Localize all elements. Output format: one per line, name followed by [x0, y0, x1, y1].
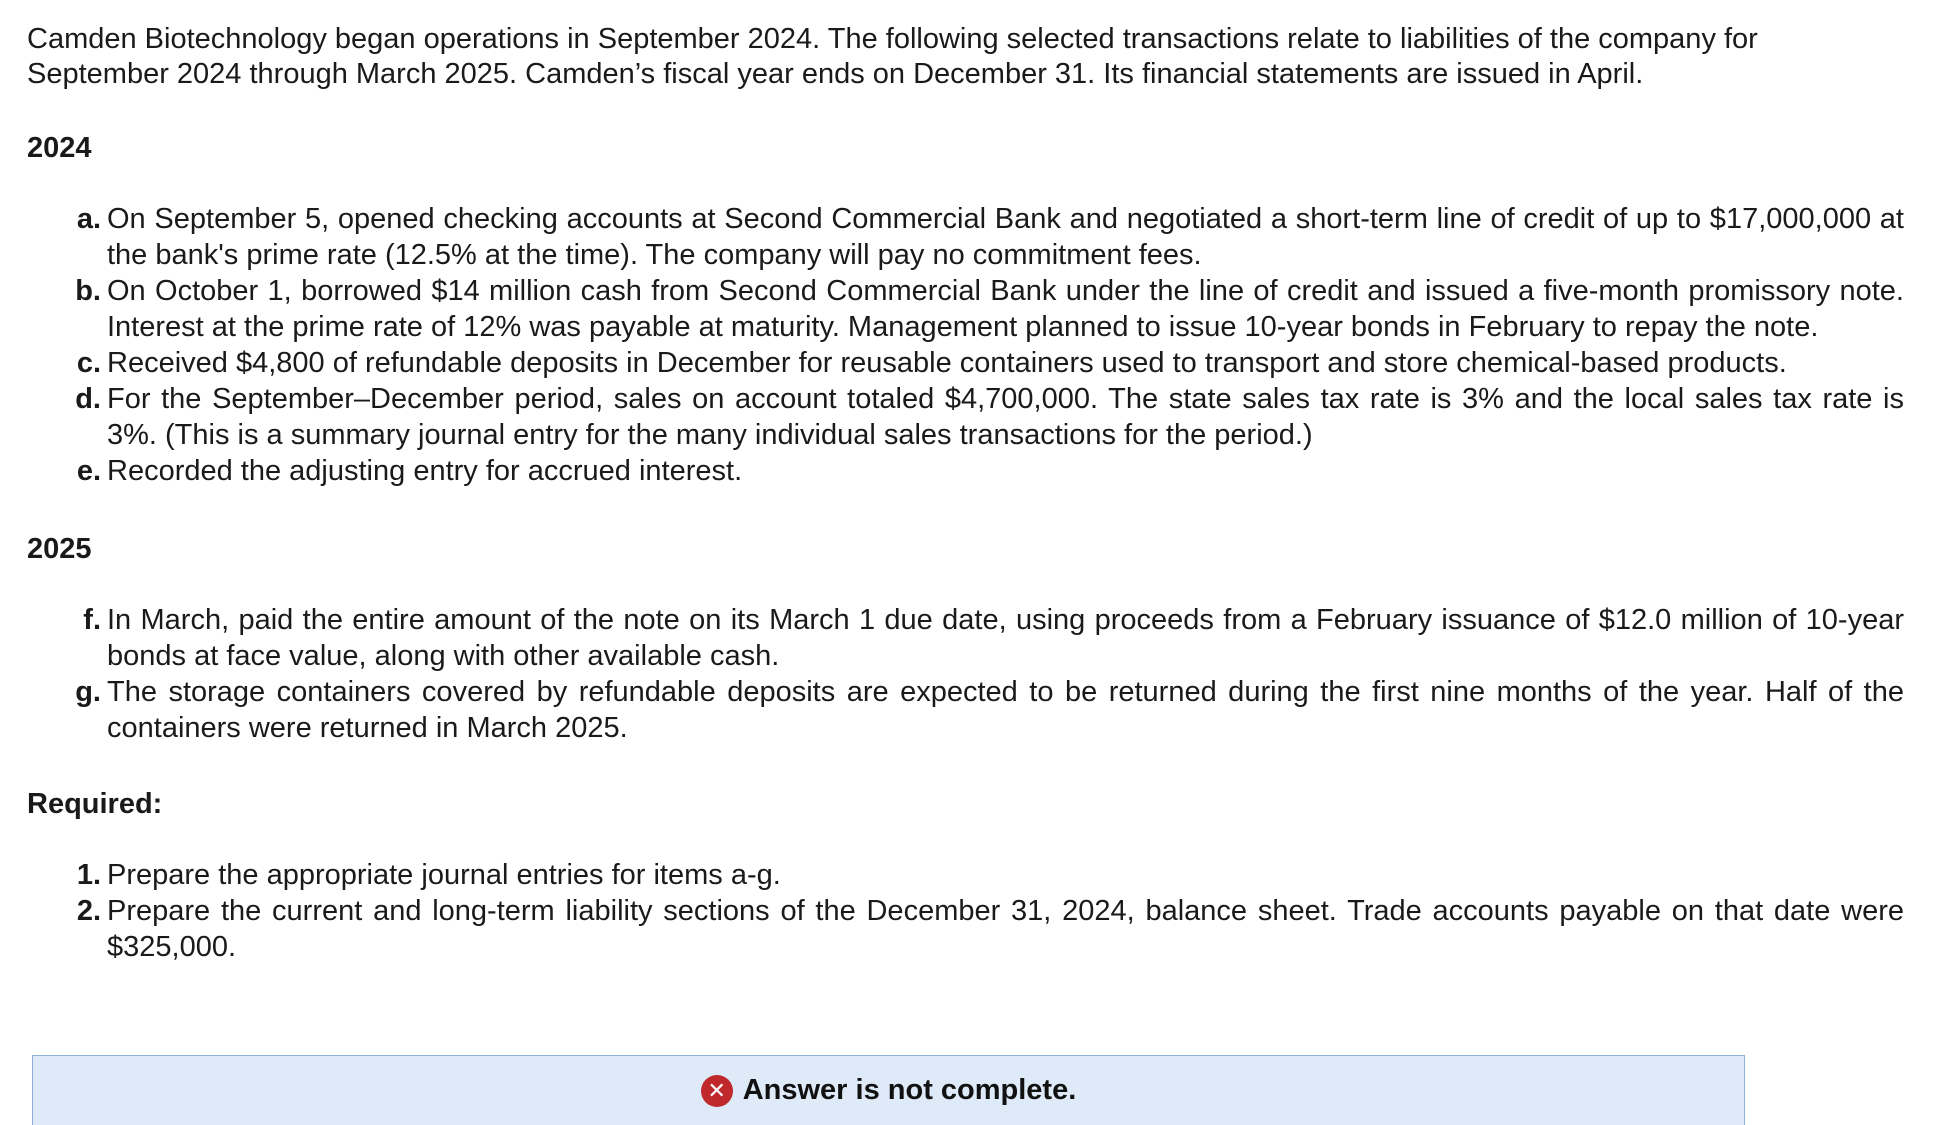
- item-text: In March, paid the entire amount of the note on its March 1 due date, using proceeds from a February issuance of $12.0 million of 10-year bonds at face value, along with other available cash.: [107, 604, 1904, 672]
- item-text: Prepare the current and long-term liability sections of the December 31, 2024, balance sheet. Trade accounts payable on that date were $325,000.: [107, 895, 1904, 963]
- item-marker: e.: [76, 455, 101, 487]
- list-item: [76, 893, 1904, 965]
- transactions-2024-list: [27, 201, 1904, 489]
- item-text: For the September–December period, sales on account totaled $4,700,000. The state sales tax rate is 3% and the local sales tax rate is 3%. (This is a summary journal entry for the many individual sales transactions for the period.): [107, 383, 1904, 451]
- year-2024-heading: 2024: [27, 132, 92, 164]
- list-item: [76, 453, 1904, 489]
- transactions-2025-list: [27, 602, 1904, 746]
- answer-status-banner: [32, 1055, 1745, 1125]
- required-list: [27, 857, 1904, 965]
- item-text: On September 5, opened checking accounts at Second Commercial Bank and negotiated a short-term line of credit of up to $17,000,000 at the bank's prime rate (12.5% at the time). The company will pay no commitment fees.: [107, 203, 1904, 271]
- list-item: [75, 273, 1904, 345]
- item-marker: g.: [75, 676, 101, 708]
- item-text: Prepare the appropriate journal entries for items a-g.: [107, 859, 781, 891]
- required-heading: Required:: [27, 788, 163, 820]
- list-item: [76, 345, 1904, 381]
- item-marker: b.: [75, 275, 101, 307]
- item-marker: 2.: [76, 895, 101, 927]
- answer-status-text: Answer is not complete.: [742, 1074, 1077, 1106]
- list-item: [83, 602, 1904, 674]
- year-2025-heading: 2025: [27, 533, 92, 565]
- list-item: [75, 674, 1904, 746]
- list-item: [76, 201, 1904, 273]
- item-marker: f.: [83, 604, 101, 636]
- item-marker: d.: [75, 383, 101, 415]
- item-marker: c.: [76, 347, 101, 379]
- list-item: [75, 381, 1904, 453]
- item-text: On October 1, borrowed $14 million cash from Second Commercial Bank under the line of credit and issued a five-month promissory note. Interest at the prime rate of 12% was payable at maturity. Management planned to issue 10-year bonds in February to repay the note.: [107, 275, 1904, 343]
- item-text: The storage containers covered by refundable deposits are expected to be returned during the first nine months of the year. Half of the containers were returned in March 2025.: [107, 676, 1904, 744]
- banner-content: [701, 1074, 1077, 1107]
- intro-paragraph: Camden Biotechnology began operations in September 2024. The following selected transactions relate to liabilities of the company for September 2024 through March 2025. Camden’s fiscal year ends on December 31. Its financial statements are issued in April.: [27, 23, 1758, 90]
- x-circle-icon: ✕: [701, 1075, 733, 1107]
- item-marker: a.: [76, 203, 101, 235]
- item-marker: 1.: [76, 859, 101, 891]
- item-text: Recorded the adjusting entry for accrued interest.: [107, 455, 743, 487]
- list-item: [76, 857, 1904, 893]
- item-text: Received $4,800 of refundable deposits in December for reusable containers used to transport and store chemical-based products.: [107, 347, 1787, 379]
